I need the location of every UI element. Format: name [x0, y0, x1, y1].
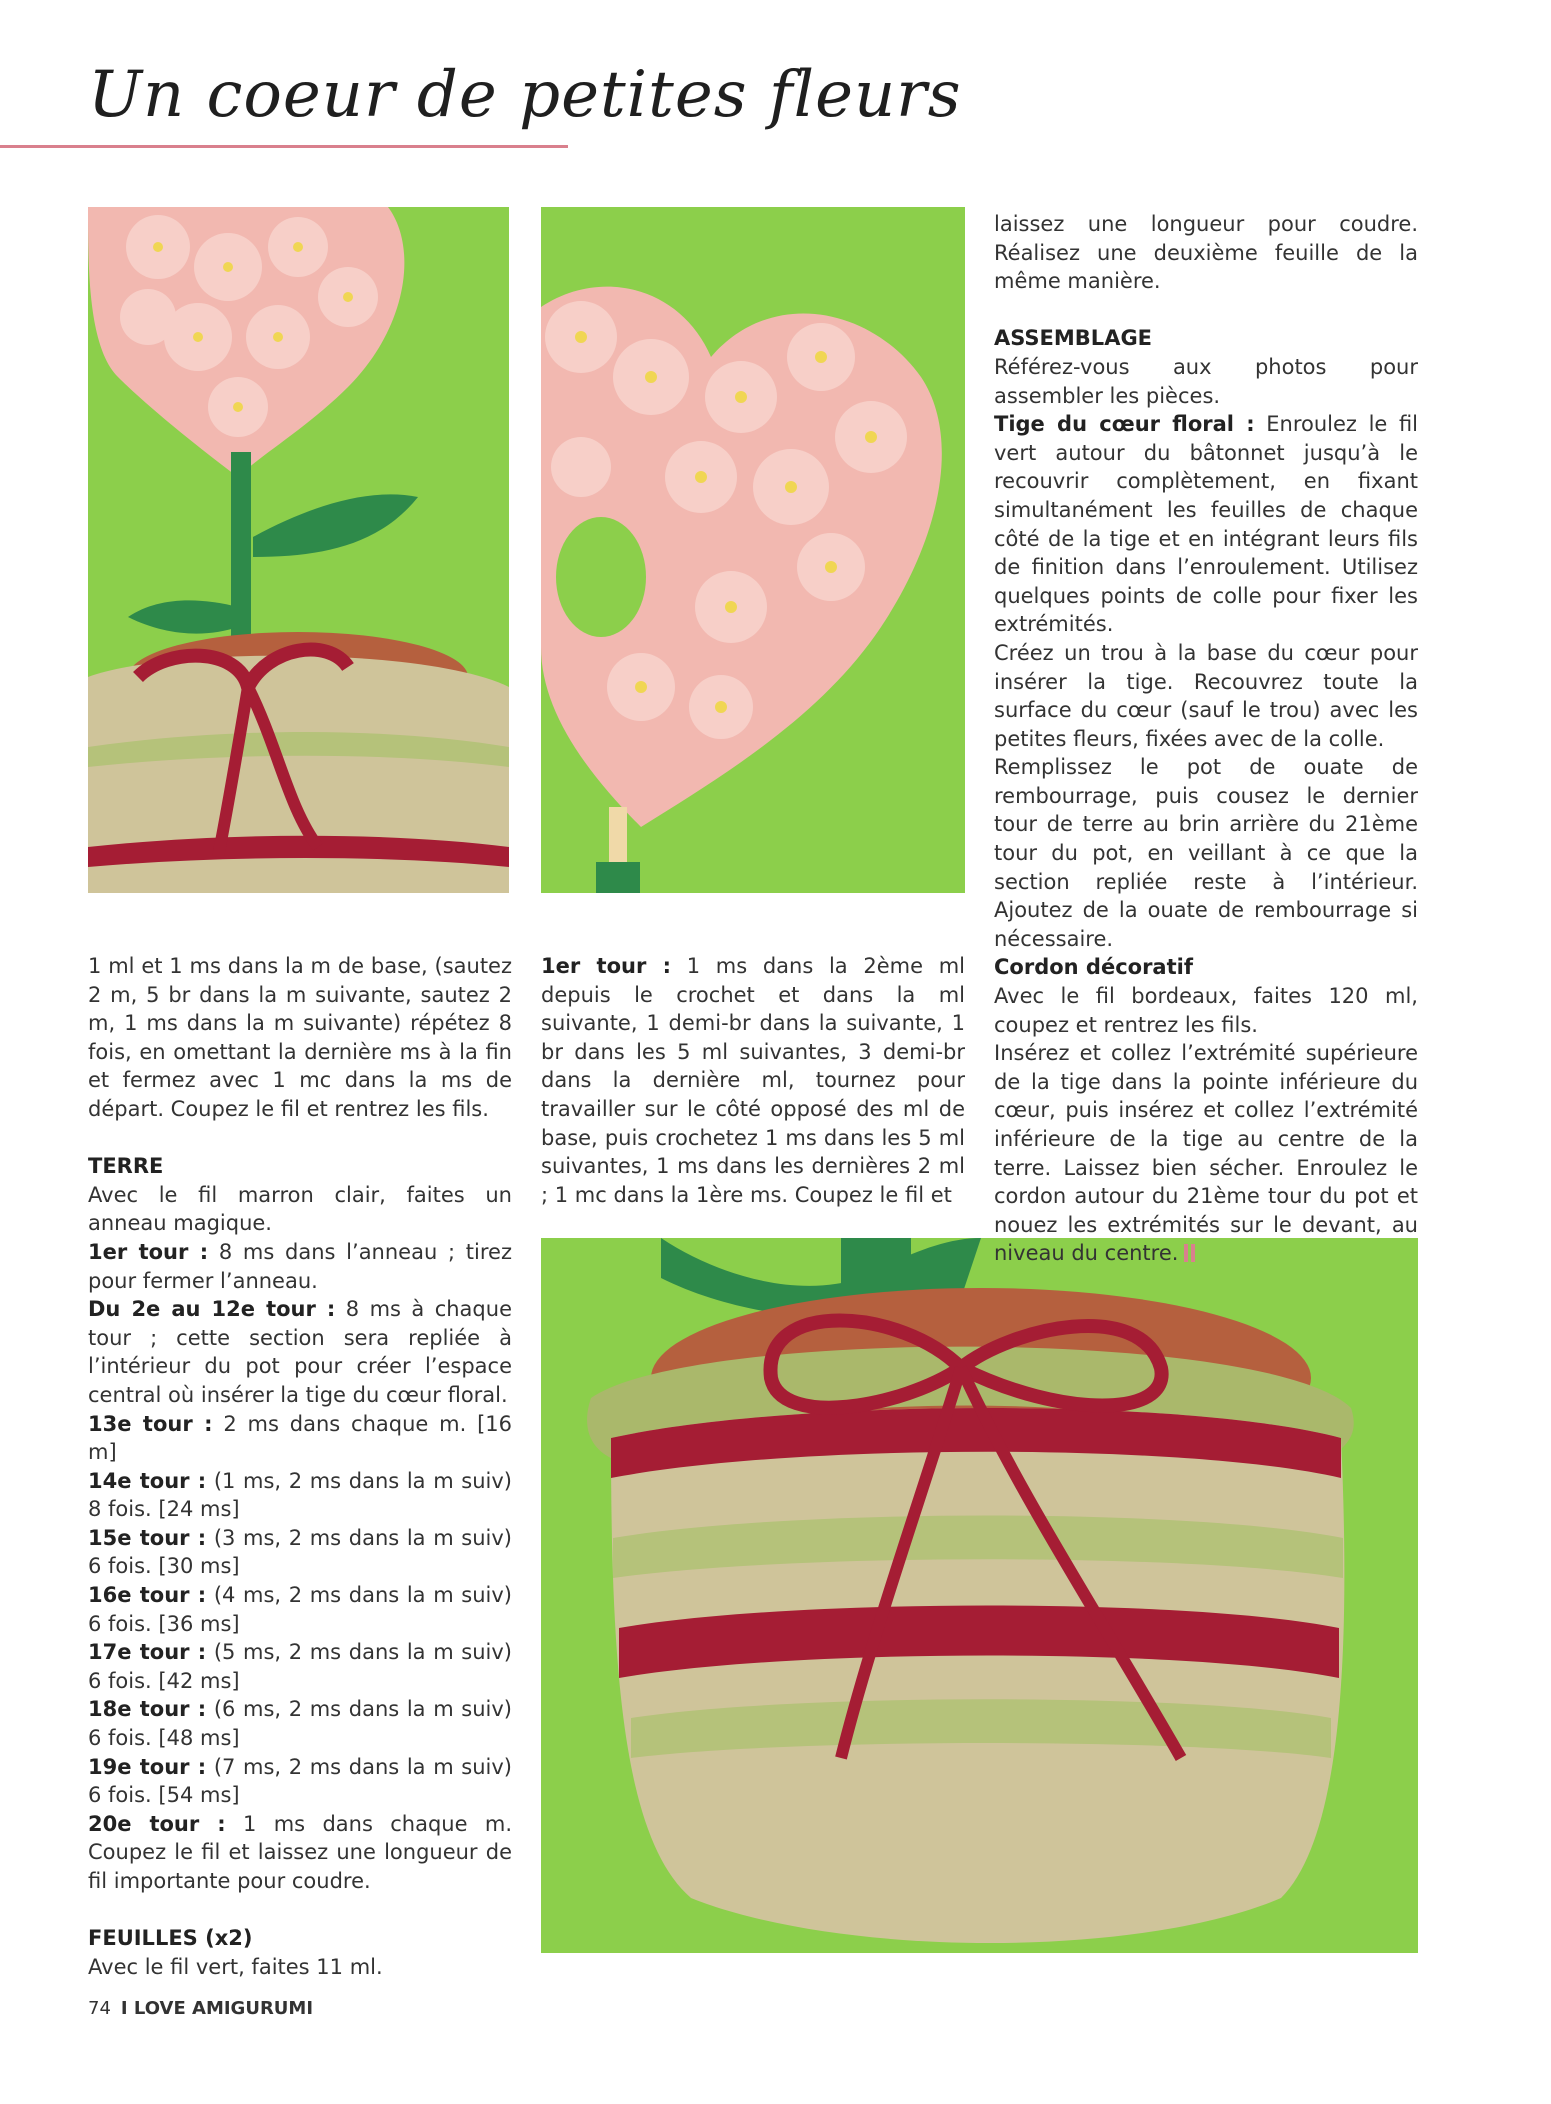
- flower-heart-closeup-photo: [541, 207, 965, 893]
- round-instruction: 18e tour : (6 ms, 2 ms dans la m suiv) 6 fois. [48 ms]: [88, 1697, 512, 1751]
- terre-intro: Avec le fil marron clair, faites un anneau magique.: [88, 1182, 512, 1236]
- round-instruction: 19e tour : (7 ms, 2 ms dans la m suiv) 6 fois. [54 ms]: [88, 1754, 512, 1808]
- round-instruction: 1er tour : 8 ms dans l’anneau ; tirez pour fermer l’anneau.: [88, 1239, 512, 1293]
- leaf-finish-paragraph: laissez une longueur pour coudre. Réalisez une deuxième feuille de la même manière.: [994, 212, 1418, 294]
- column-2: [541, 952, 965, 1209]
- round-instruction: 1er tour : 1 ms dans la 2ème ml depuis le crochet et dans la ml suivante, 1 demi-br dans la suivante, 1 br dans les 5 ml suivantes, 3 demi-br dans la dernière ml, tournez pour travailler sur le côté opposé des ml de base, puis crochetez 1 ms dans les 5 ml suivantes, 1 ms dans les dernières 2 ml ; 1 mc dans la 1ère ms. Coupez le fil et: [541, 954, 965, 1207]
- section-heading-cordon: Cordon décoratif: [994, 955, 1193, 980]
- crochet-pot-bow-photo: [541, 1238, 1418, 1953]
- round-instruction: 14e tour : (1 ms, 2 ms dans la m suiv) 8 fois. [24 ms]: [88, 1468, 512, 1522]
- column-3: [994, 210, 1418, 1268]
- page-footer: [88, 1998, 313, 2019]
- final-paragraph: Insérez et collez l’extrémité supérieure de la tige dans la pointe inférieure du cœur, puis insérez et collez l’extrémité inférieure de la tige au centre de la terre. Laissez bien sécher. Enroulez le cordon autour du 21ème tour du pot et nouez les extrémités sur le devant, au niveau du centre.: [994, 1041, 1418, 1266]
- round-instruction: 17e tour : (5 ms, 2 ms dans la m suiv) 6 fois. [42 ms]: [88, 1640, 512, 1693]
- page-number: 74: [88, 1998, 111, 2019]
- round-instruction: Du 2e au 12e tour : 8 ms à chaque tour ; cette section sera repliée à l’intérieur du pot pour créer l’espace central où insérer la tige du cœur floral.: [88, 1297, 512, 1407]
- end-mark-icon: [1184, 1244, 1188, 1262]
- hole-paragraph: Créez un trou à la base du cœur pour insérer la tige. Recouvrez toute la surface du cœur (sauf le trou) avec les petites fleurs, fixées avec de la colle.: [994, 640, 1418, 751]
- heart-flower-stem-photo: [88, 207, 509, 893]
- feuilles-intro: Avec le fil vert, faites 11 ml.: [88, 1954, 383, 1979]
- page-title: Un coeur de petites fleurs: [88, 58, 962, 132]
- section-heading-assemblage: ASSEMBLAGE: [994, 326, 1153, 351]
- fill-paragraph: Remplissez le pot de ouate de rembourrage, puis cousez le dernier tour de terre au brin arrière du 21ème tour du pot, en veillant à ce que la section repliée reste à l’intérieur. Ajoutez de la ouate de rembourrage si nécessaire.: [994, 755, 1418, 951]
- magazine-name: I LOVE AMIGURUMI: [120, 1998, 314, 2019]
- round-instruction: 16e tour : (4 ms, 2 ms dans la m suiv) 6 fois. [36 ms]: [88, 1583, 512, 1636]
- cordon-paragraph: Avec le fil bordeaux, faites 120 ml, coupez et rentrez les fils.: [994, 984, 1418, 1037]
- section-heading-feuilles: FEUILLES (x2): [88, 1926, 253, 1951]
- round-instruction: 20e tour : 1 ms dans chaque m. Coupez le fil et laissez une longueur de fil importante pour coudre.: [88, 1811, 513, 1893]
- round-instruction: 13e tour : 2 ms dans chaque m. [16 m]: [88, 1411, 512, 1465]
- section-heading-terre: TERRE: [88, 1154, 164, 1179]
- foundation-paragraph: 1 ml et 1 ms dans la m de base, (sautez 2 m, 5 br dans la m suivante, sautez 2 m, 1 ms dans la m suivante) répétez 8 fois, en omettant la dernière ms à la fin et fermez avec 1 mc dans la ms de départ. Coupez le fil et rentrez les fils.: [88, 954, 512, 1121]
- round-instruction: 15e tour : (3 ms, 2 ms dans la m suiv) 6 fois. [30 ms]: [88, 1525, 512, 1579]
- stem-paragraph: Tige du cœur floral : Enroulez le fil vert autour du bâtonnet jusqu’à le recouvrir complètement, en fixant simultanément les feuilles de chaque côté de la tige et en intégrant leurs fils de finition dans l’enroulement. Utilisez quelques points de colle pour fixer les extrémités.: [994, 412, 1419, 637]
- column-1: [88, 952, 512, 1981]
- title-underline: [0, 145, 568, 148]
- assemblage-intro: Référez-vous aux photos pour assembler les pièces.: [994, 354, 1418, 408]
